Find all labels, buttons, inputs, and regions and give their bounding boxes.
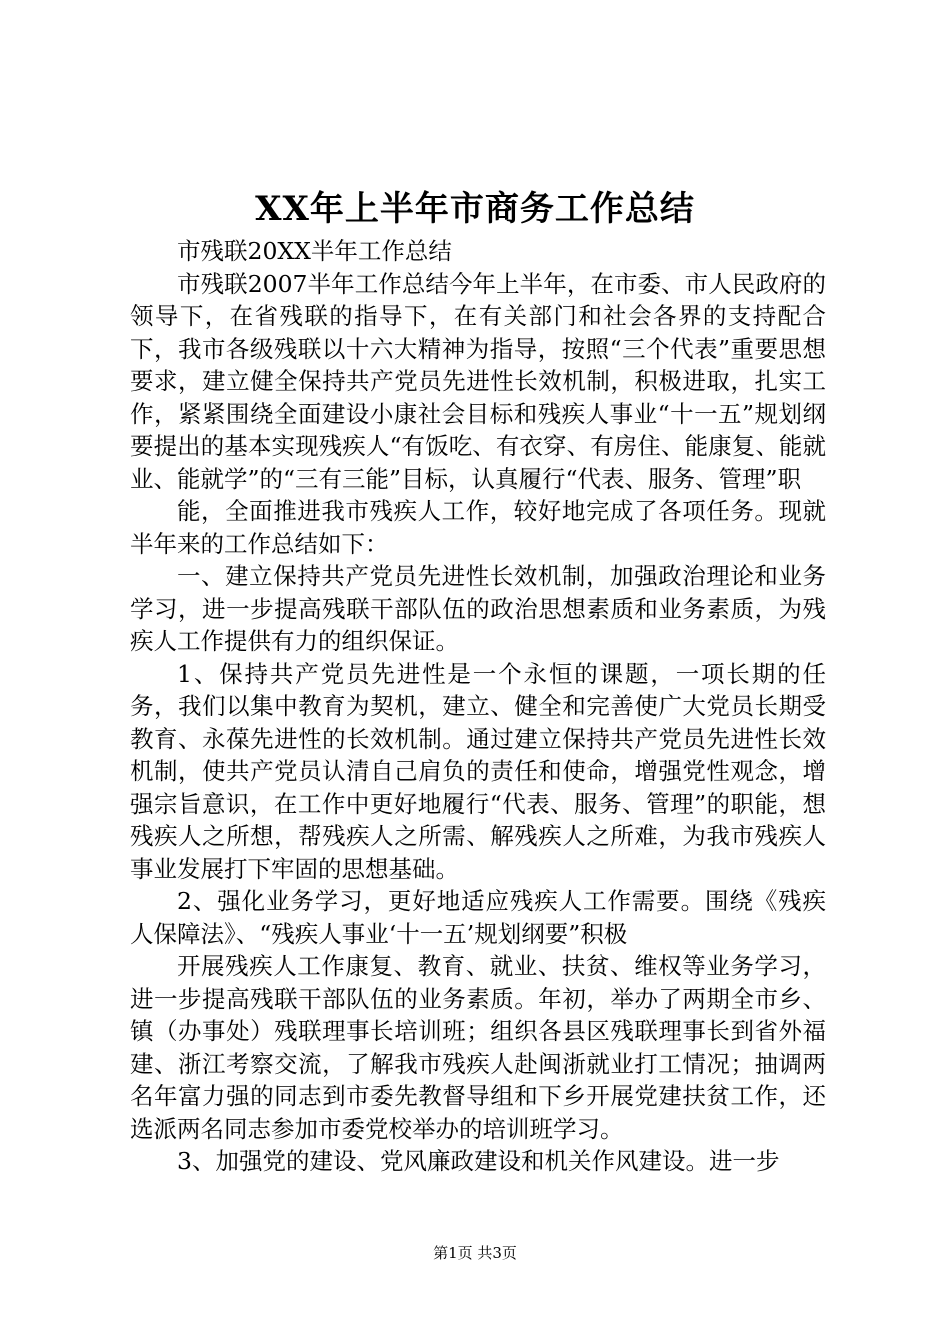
- page-number-footer: 第1页 共3页: [433, 1244, 517, 1262]
- paragraph-item-3: 3、加强党的建设、党风廉政建设和机关作风建设。进一步: [177, 1147, 780, 1175]
- paragraph-subtitle: 市残联20XX半年工作总结: [177, 237, 452, 265]
- paragraph-section-one: 一、建立保持共产党员先进性长效机制，加强政治理论和业务学习，进一步提高残联干部队伍的政治思想素质和业务素质，为残疾人工作提供有力的组织保证。: [130, 562, 826, 655]
- paragraph-intro: 市残联2007半年工作总结今年上半年，在市委、市人民政府的领导下，在省残联的指导下，在有关部门和社会各界的支持配合下，我市各级残联以十六大精神为指导，按照“三个代表”重要思想要求，建立健全保持共产党员先进性长效机制，积极进取，扎实工作，紧紧围绕全面建设小康社会目标和残疾人事业“十一五”规划纲要提出的基本实现残疾人“有饭吃、有衣穿、有房住、能康复、能就业、能就学”的“三有三能”目标，认真履行“代表、服务、管理”职: [130, 269, 826, 493]
- document-body: [130, 235, 826, 1178]
- paragraph-item-2: 2、强化业务学习，更好地适应残疾人工作需要。围绕《残疾人保障法》、“残疾人事业‘十一五’规划纲要”积极: [130, 887, 826, 948]
- document-title: XX年上半年市商务工作总结: [255, 189, 695, 229]
- paragraph-intro-continued: 能，全面推进我市残疾人工作，较好地完成了各项任务。现就半年来的工作总结如下：: [130, 497, 826, 558]
- paragraph-item-1: 1、保持共产党员先进性是一个永恒的课题，一项长期的任务，我们以集中教育为契机，建立、健全和完善使广大党员长期受教育、永葆先进性的长效机制。通过建立保持共产党员先进性长效机制，使共产党员认清自己肩负的责任和使命，增强党性观念，增强宗旨意识，在工作中更好地履行“代表、服务、管理”的职能，想残疾人之所想，帮残疾人之所需、解残疾人之所难，为我市残疾人事业发展打下牢固的思想基础。: [130, 659, 826, 883]
- paragraph-item-2-continued: 开展残疾人工作康复、教育、就业、扶贫、维权等业务学习，进一步提高残联干部队伍的业务素质。年初，举办了两期全市乡、镇（办事处）残联理事长培训班；组织各县区残联理事长到省外福建、浙江考察交流，了解我市残疾人赴闽浙就业打工情况；抽调两名年富力强的同志到市委先教督导组和下乡开展党建扶贫工作，还选派两名同志参加市委党校举办的培训班学习。: [130, 952, 826, 1143]
